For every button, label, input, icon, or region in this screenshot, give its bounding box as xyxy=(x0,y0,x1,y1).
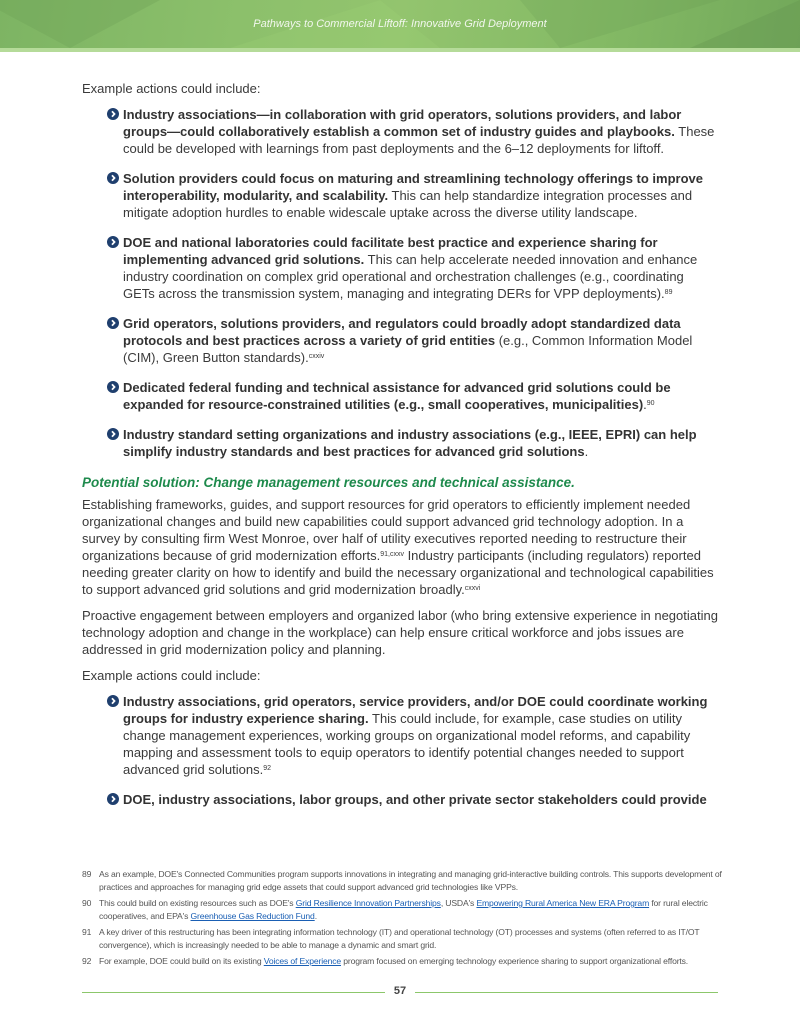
footnote-text: . xyxy=(314,911,317,921)
footnote-number: 92 xyxy=(82,956,92,966)
item-bold-text: Industry standard setting organizations and industry associations (e.g., IEEE, EPRI) can help simplify industry standards and best practices for advanced grid solutions xyxy=(123,427,697,459)
item-text: This can help accelerate needed innovation and enhance industry coordination on complex grid operational and orchestration challenges (e.g., coordinating GETs across the transmission system, managing and integrating DERs for VPP deployments). xyxy=(123,252,698,301)
item-bold-text: Solution providers could focus on maturing and streamlining technology offerings to improve interoperability, modularity, and scalability. xyxy=(123,171,703,203)
footnote-text: for rural electric cooperatives, and EPA's xyxy=(99,898,708,921)
item-bold-text: DOE, industry associations, labor groups, and other private sector stakeholders could provide xyxy=(123,792,707,807)
footnote-text: A key driver of this restructuring has been integrating information technology (IT) and operational technology (OT) processes and systems (often referred to as IT/OT convergence), which is increasingly needed to be able to manage a dynamic and smart grid. xyxy=(99,927,700,950)
list-item xyxy=(82,234,718,302)
footnote-number: 91 xyxy=(82,927,92,937)
header xyxy=(0,0,800,52)
item-bold-text: DOE and national laboratories could facilitate best practice and experience sharing for implementing advanced grid solutions. xyxy=(123,235,658,267)
item-text: These could be developed with learnings from past deployments and the 6–12 deployments for liftoff. xyxy=(123,124,715,156)
item-bold-text: Dedicated federal funding and technical assistance for advanced grid solutions could be expanded for resource-constrained utilities (e.g., small cooperatives, municipalities) xyxy=(123,380,671,412)
footnote-text: , USDA's xyxy=(440,898,477,908)
item-bold-text: Industry associations, grid operators, service providers, and/or DOE could coordinate working groups for industry experience sharing. xyxy=(123,694,708,726)
citation: 91,cxxv xyxy=(380,551,404,558)
item-bold-text: Industry associations—in collaboration with grid operators, solutions providers, and labor groups—could collaboratively establish a common set of industry guides and playbooks. xyxy=(123,107,682,139)
link-grid-resilience[interactable]: Grid Resilience Innovation Partnerships xyxy=(295,898,441,908)
footnotes xyxy=(82,848,722,971)
item-text: . xyxy=(643,397,647,412)
chevron-bullet-icon xyxy=(107,793,119,805)
citation: 92 xyxy=(263,765,271,772)
footnote-text: This could build on existing resources such as DOE's xyxy=(99,898,296,908)
page-footer xyxy=(82,985,718,1001)
chevron-bullet-icon xyxy=(107,236,119,248)
footnote-text: For example, DOE could build on its existing xyxy=(99,956,264,966)
chevron-bullet-icon xyxy=(107,172,119,184)
footnote-90 xyxy=(82,897,722,923)
list-item xyxy=(82,315,718,366)
link-new-era-program[interactable]: Empowering Rural America New ERA Program xyxy=(476,898,650,908)
paragraph-text: Establishing frameworks, guides, and support resources for grid operators to efficiently implement needed organizational changes and build new capabilities could support advanced grid technology adoption. In a survey by consulting firm West Monroe, over half of utility executives reported needing to restructure their organizations because of grid modernization efforts. xyxy=(82,497,691,563)
item-text: This can help standardize integration processes and mitigate adoption hurdles to enable widescale uptake across the diverse utility landscape. xyxy=(123,188,693,220)
footnote-number: 90 xyxy=(82,898,92,908)
paragraph-text: Industry participants (including regulators) reported needing greater clarity on how to identify and build the necessary organizational and technological capabilities to support advanced grid solutions and grid modernization broadly. xyxy=(82,548,714,597)
chevron-bullet-icon xyxy=(107,695,119,707)
citation: 89 xyxy=(664,289,673,296)
citation: cxxiv xyxy=(308,353,325,360)
action-list-2 xyxy=(82,693,718,808)
chevron-bullet-icon xyxy=(107,428,119,440)
chevron-bullet-icon xyxy=(107,108,119,120)
item-text: . xyxy=(584,444,589,459)
footnote-89 xyxy=(82,868,722,894)
header-strip xyxy=(0,48,800,52)
action-list-1 xyxy=(82,106,718,460)
footnote-text: As an example, DOE's Connected Communities program supports innovations in integrating and managing grid-interactive building controls. This supports development of practices and approaches for managing grid edge assets that could support advanced grid technologies like VPPs. xyxy=(99,869,722,892)
intro-text: Example actions could include: xyxy=(82,668,261,683)
citation: 90 xyxy=(646,400,655,407)
document-title: Pathways to Commercial Liftoff: Innovative Grid Deployment xyxy=(253,18,547,30)
chevron-bullet-icon xyxy=(107,317,119,329)
list-item xyxy=(82,170,718,221)
paragraph xyxy=(82,496,718,598)
list-item xyxy=(82,693,718,778)
page-number: 57 xyxy=(393,985,407,997)
list-item xyxy=(82,791,718,808)
list-item xyxy=(82,379,718,413)
main-content xyxy=(82,80,718,821)
footnote-92 xyxy=(82,955,722,968)
paragraph: Proactive engagement between employers and organized labor (who bring extensive experience in negotiating technology adoption and change in the workplace) can help ensure critical workforce and jobs issues are addressed in grid modernization policy and planning. xyxy=(82,608,718,657)
footnote-91 xyxy=(82,926,722,952)
intro-text: Example actions could include: xyxy=(82,81,261,96)
footer-rule-right xyxy=(415,992,718,993)
chevron-bullet-icon xyxy=(107,381,119,393)
item-text: This could include, for example, case studies on utility change management experiences, working groups on organizational model reforms, and capability mapping and assessment tools to equip operators to identify potential changes needed to support advanced grid solutions. xyxy=(123,711,691,777)
item-bold-text: Grid operators, solutions providers, and regulators could broadly adopt standardized data protocols and best practices across a variety of grid entities xyxy=(123,316,681,348)
list-item xyxy=(82,426,718,460)
footnote-text: program focused on emerging technology experience sharing to support organizational efforts. xyxy=(341,956,689,966)
footnote-number: 89 xyxy=(82,869,92,879)
list-item xyxy=(82,106,718,157)
link-ggrf[interactable]: Greenhouse Gas Reduction Fund xyxy=(190,911,315,921)
citation: cxxvi xyxy=(464,585,481,592)
item-text: (e.g., Common Information Model (CIM), Green Button standards). xyxy=(123,333,693,365)
header-banner xyxy=(0,0,800,48)
section-heading: Potential solution: Change management resources and technical assistance. xyxy=(82,475,575,490)
link-voices-of-experience[interactable]: Voices of Experience xyxy=(263,956,341,966)
